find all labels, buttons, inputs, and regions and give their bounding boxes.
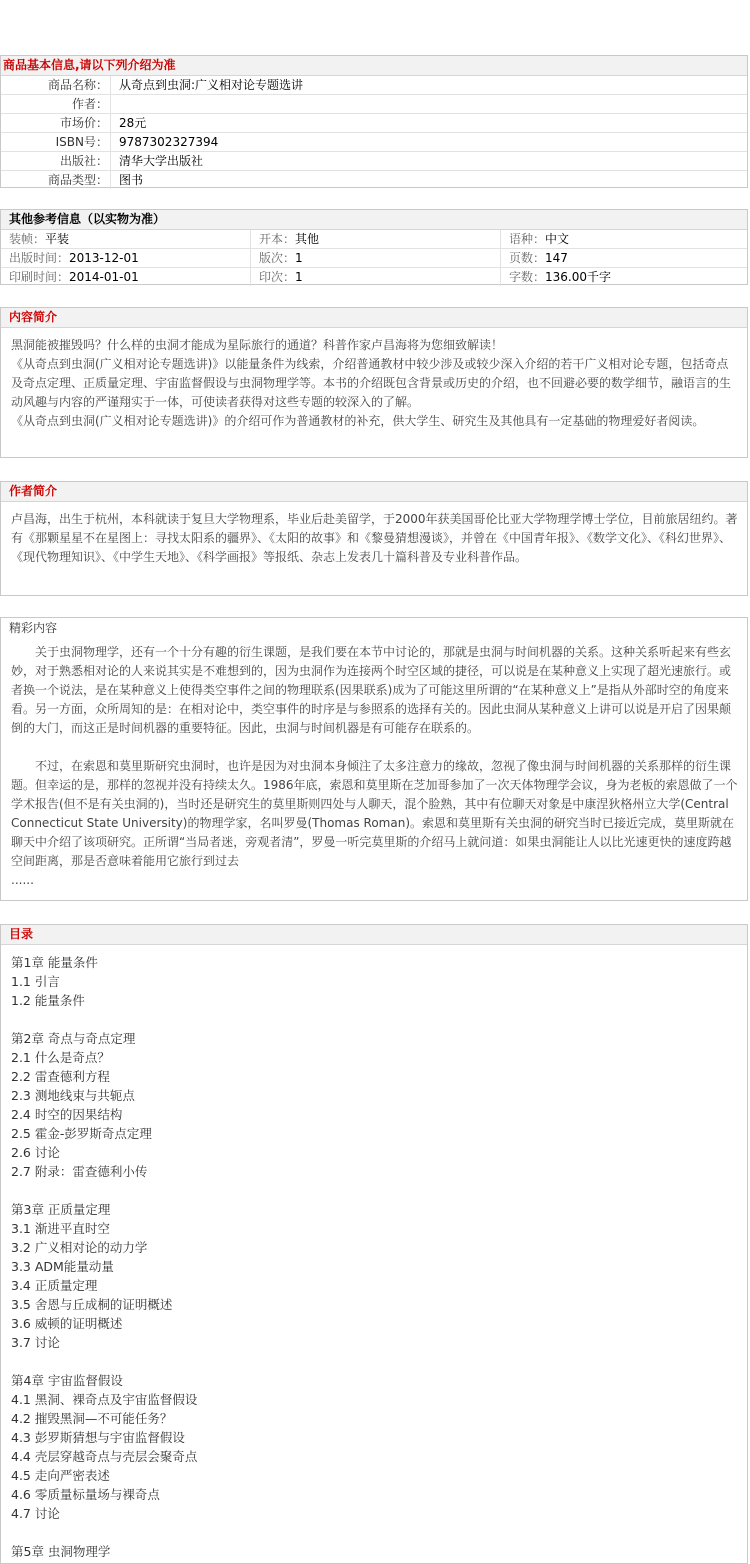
toc-section: 4.6 零质量标量场与裸奇点 (11, 1487, 160, 1502)
summary-box (0, 307, 748, 458)
toc-spacer (11, 1181, 739, 1200)
author-paragraph: 卢昌海，出生于杭州，本科就读于复旦大学物理系，毕业后赴美留学，于2000年获美国哥伦比亚大学物理学博士学位，目前旅居纽约。著有《那颗星星不在星图上：寻找太阳系的疆界》、《太阳的故事》和《黎曼猜想漫谈》，并曾在《中国青年报》、《数学文化》、《科幻世界》、《现代物理知识》、《中学生天地》、《科学画报》等报纸、杂志上发表几十篇科普及专业科普作品。 (11, 512, 738, 564)
other-info-title: 其他参考信息（以实物为准） (1, 210, 747, 230)
basic-info-label: 商品类型： (1, 171, 111, 189)
basic-info-value: 清华大学出版社 (119, 154, 204, 168)
basic-info-label: ISBN号： (1, 133, 111, 151)
basic-info-value: 28元 (119, 116, 147, 130)
other-info-cell (251, 230, 501, 248)
toc-section: 3.2 广义相对论的动力学 (11, 1240, 148, 1255)
other-info-cell (251, 268, 501, 286)
summary-paragraph: 黑洞能被摧毁吗？什么样的虫洞才能成为星际旅行的通道？科普作家卢昌海将为您细致解读！ (11, 338, 504, 352)
other-info-cell (501, 268, 747, 286)
toc-section: 4.7 讨论 (11, 1506, 60, 1521)
toc-section: 2.4 时空的因果结构 (11, 1107, 123, 1122)
toc-spacer (11, 1523, 739, 1542)
other-info-value: 1 (295, 251, 303, 265)
basic-info-value (111, 95, 119, 113)
toc-section: 2.2 雷查德利方程 (11, 1069, 110, 1084)
author-text (1, 502, 747, 575)
basic-info-box (0, 55, 748, 188)
basic-info-row (1, 114, 747, 133)
excerpt-paragraph-2: 不过，在索恩和莫里斯研究虫洞时，也许是因为对虫洞本身倾注了太多注意力的缘故，忽视了像虫洞与时间机器的关系那样的衍生课题。但幸运的是，那样的忽视并没有持续太久。1986年底，索恩和莫里斯在芝加哥参加了一次天体物理学会议，身为老板的索恩做了一个学术报告(但不是有关虫洞的)，当时还是研究生的莫里斯则四处与人聊天，混个脸熟，其中有位聊天对象是中康涅狄格州立大学(Central Connecticut State University)的物理学家，名叫罗曼(Thomas Roman)。索恩和莫里斯有关虫洞的研究当时已接近完成，莫里斯就在聊天中介绍了该项研究。正所谓“当局者迷，旁观者清”，罗曼一听完莫里斯的介绍马上就问道：如果虫洞能让人以比光速更快的速度跨越空间距离，那是否意味着能用它旅行到过去 (11, 759, 738, 868)
other-info-cell (1, 268, 251, 286)
other-info-cell (1, 230, 251, 248)
other-info-cell (1, 249, 251, 267)
summary-text (1, 328, 747, 439)
excerpt-title: 精彩内容 (1, 618, 747, 638)
other-info-row (1, 268, 747, 286)
basic-info-table (1, 76, 747, 189)
basic-info-value: 从奇点到虫洞:广义相对论专题选讲 (119, 78, 304, 92)
toc-section: 4.3 彭罗斯猜想与宇宙监督假设 (11, 1430, 185, 1445)
basic-info-row (1, 76, 747, 95)
basic-info-row (1, 152, 747, 171)
author-box (0, 481, 748, 596)
toc-chapter: 第4章 宇宙监督假设 (11, 1373, 123, 1388)
toc-chapter: 第5章 虫洞物理学 (11, 1544, 111, 1559)
other-info-grid (1, 230, 747, 286)
other-info-key: 版次： (259, 251, 296, 265)
excerpt-box (0, 617, 748, 901)
summary-paragraph: 《从奇点到虫洞(广义相对论专题选讲)》以能量条件为线索，介绍普通教材中较少涉及或较少深入介绍的若干广义相对论专题，包括奇点及奇点定理、正质量定理、宇宙监督假设与虫洞物理学等。本书的介绍既包含背景或历史的介绍，也不回避必要的数学细节，融语言的生动风趣与内容的严谨翔实于一体，可使读者获得对这些专题的较深入的了解。 (11, 357, 732, 409)
other-info-key: 语种： (509, 232, 546, 246)
toc-list (1, 945, 747, 1561)
other-info-cell (501, 230, 747, 248)
basic-info-label: 作者： (1, 95, 111, 113)
other-info-key: 印刷时间： (9, 270, 70, 284)
toc-section: 3.3 ADM能量动量 (11, 1259, 114, 1274)
toc-title: 目录 (1, 925, 747, 945)
toc-section: 3.5 舍恩与丘成桐的证明概述 (11, 1297, 173, 1312)
toc-section: 3.6 威顿的证明概述 (11, 1316, 123, 1331)
other-info-value: 136.00千字 (545, 270, 612, 284)
toc-box (0, 924, 748, 1564)
excerpt-text (1, 638, 747, 898)
other-info-key: 出版时间： (9, 251, 70, 265)
other-info-value: 中文 (545, 232, 570, 246)
basic-info-title: 商品基本信息,请以下列介绍为准 (1, 56, 747, 76)
basic-info-label: 市场价： (1, 114, 111, 132)
other-info-key: 字数： (509, 270, 546, 284)
toc-section: 3.4 正质量定理 (11, 1278, 98, 1293)
toc-spacer (11, 1010, 739, 1029)
toc-section: 4.4 壳层穿越奇点与壳层会聚奇点 (11, 1449, 198, 1464)
other-info-value: 其他 (295, 232, 320, 246)
toc-section: 4.5 走向严密表述 (11, 1468, 110, 1483)
excerpt-paragraph-1: 关于虫洞物理学，还有一个十分有趣的衍生课题，是我们要在本节中讨论的，那就是虫洞与时间机器的关系。这种关系听起来有些玄妙，对于熟悉相对论的人来说其实是不难想到的，因为虫洞作为连接两个时空区域的捷径，可以说是在某种意义上实现了超光速旅行。或者换一个说法，是在某种意义上使得类空事件之间的物理联系(因果联系)成为了可能这里所谓的“在某种意义上”是指从外部时空的角度来看。另一方面，众所周知的是：在相对论中，类空事件的时序是与参照系的选择有关的。因此虫洞从某种意义上讲可以说是开启了因果颠倒的大门，而这正是时间机器的重要特征。因此，虫洞与时间机器是有可能存在联系的。 (11, 645, 732, 735)
other-info-row (1, 249, 747, 268)
toc-section: 4.1 黑洞、裸奇点及宇宙监督假设 (11, 1392, 198, 1407)
basic-info-value: 9787302327394 (119, 135, 219, 149)
basic-info-row (1, 171, 747, 189)
toc-section: 2.7 附录：雷查德利小传 (11, 1164, 148, 1179)
other-info-value: 2013-12-01 (69, 251, 139, 265)
other-info-value: 1 (295, 270, 303, 284)
toc-section: 1.1 引言 (11, 974, 60, 989)
toc-section: 2.6 讨论 (11, 1145, 60, 1160)
basic-info-value: 图书 (119, 173, 144, 187)
summary-title: 内容简介 (1, 308, 747, 328)
toc-section: 2.3 测地线束与共轭点 (11, 1088, 135, 1103)
other-info-row (1, 230, 747, 249)
other-info-value: 平装 (45, 232, 70, 246)
basic-info-label: 商品名称： (1, 76, 111, 94)
other-info-cell (251, 249, 501, 267)
toc-section: 2.1 什么是奇点？ (11, 1050, 110, 1065)
toc-spacer (11, 1352, 739, 1371)
other-info-key: 装帧： (9, 232, 46, 246)
toc-section: 4.2 摧毁黑洞—不可能任务？ (11, 1411, 173, 1426)
toc-section: 1.2 能量条件 (11, 993, 85, 1008)
toc-section: 2.5 霍金-彭罗斯奇点定理 (11, 1126, 152, 1141)
other-info-value: 147 (545, 251, 568, 265)
other-info-value: 2014-01-01 (69, 270, 139, 284)
excerpt-ellipsis: ...... (11, 873, 34, 887)
basic-info-row (1, 95, 747, 114)
summary-paragraph: 《从奇点到虫洞(广义相对论专题选讲)》的介绍可作为普通教材的补充，供大学生、研究生及其他具有一定基础的物理爱好者阅读。 (11, 414, 705, 428)
toc-chapter: 第2章 奇点与奇点定理 (11, 1031, 136, 1046)
other-info-box (0, 209, 748, 285)
other-info-cell (501, 249, 747, 267)
other-info-key: 页数： (509, 251, 546, 265)
basic-info-label: 出版社： (1, 152, 111, 170)
toc-chapter: 第1章 能量条件 (11, 955, 98, 970)
toc-section: 3.1 渐进平直时空 (11, 1221, 110, 1236)
toc-chapter: 第3章 正质量定理 (11, 1202, 111, 1217)
other-info-key: 开本： (259, 232, 296, 246)
basic-info-row (1, 133, 747, 152)
toc-section: 3.7 讨论 (11, 1335, 60, 1350)
other-info-key: 印次： (259, 270, 296, 284)
author-title: 作者简介 (1, 482, 747, 502)
